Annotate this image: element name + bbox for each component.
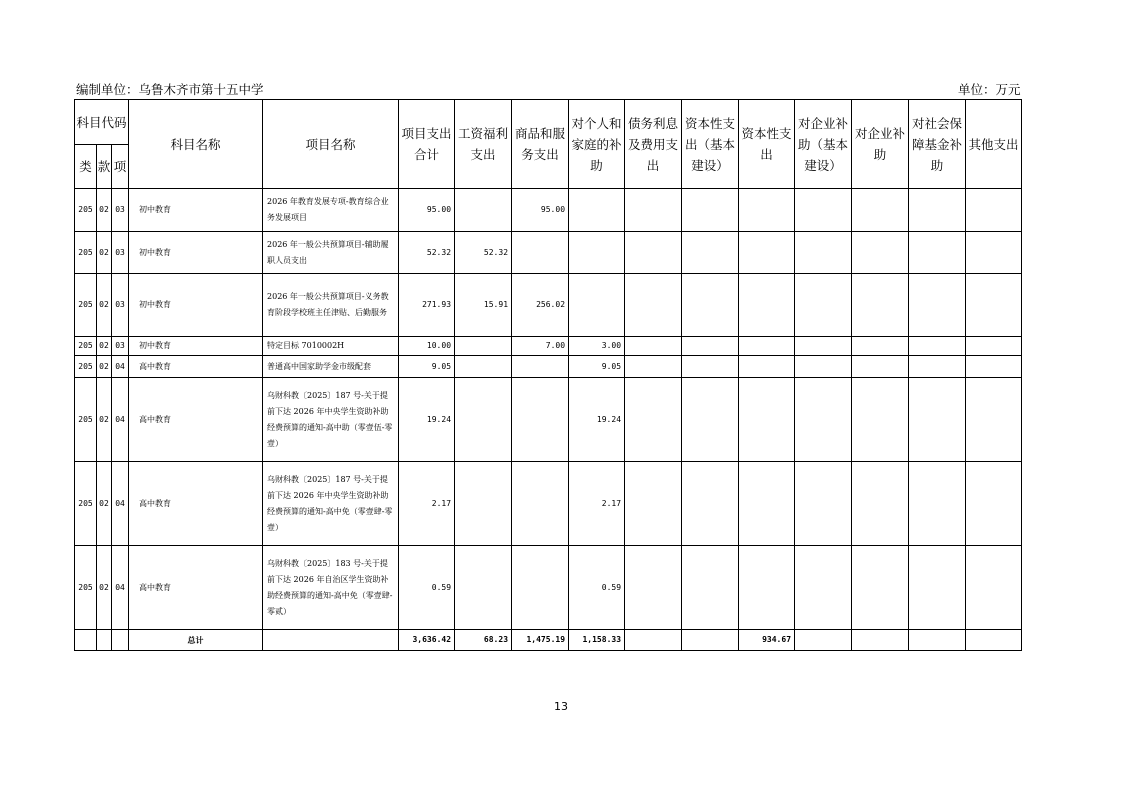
cell-goods: 95.00 (512, 189, 569, 232)
cell-other (966, 274, 1022, 337)
cell-lei: 205 (75, 546, 97, 630)
table-row (75, 189, 1022, 232)
debt-header: 债务利息及费用支出 (625, 100, 682, 189)
cell-other (966, 546, 1022, 630)
cell-project: 2026 年一般公共预算项目-义务教育阶段学校班主任津贴、后勤服务 (263, 274, 399, 337)
cell-subject: 高中教育 (129, 546, 263, 630)
cell-social (909, 189, 966, 232)
code-lei-header: 类 (75, 145, 97, 189)
cell-enterprise (852, 546, 909, 630)
cell-enterprise (852, 337, 909, 356)
total-header: 项目支出合计 (399, 100, 455, 189)
total-salary: 68.23 (455, 630, 512, 651)
table-row (75, 378, 1022, 462)
cell-debt (625, 189, 682, 232)
cell-other (966, 462, 1022, 546)
cell-subject: 高中教育 (129, 378, 263, 462)
project-name-header: 项目名称 (263, 100, 399, 189)
cell-salary: 15.91 (455, 274, 512, 337)
cell-project: 普通高中国家助学金市级配套 (263, 356, 399, 378)
cell-xiang: 03 (112, 274, 129, 337)
table-row (75, 546, 1022, 630)
cell-debt (625, 337, 682, 356)
cell-subject: 初中教育 (129, 274, 263, 337)
cell-personal (569, 232, 625, 274)
goods-header: 商品和服务支出 (512, 100, 569, 189)
cell-salary (455, 337, 512, 356)
cell-enterprise-basic (795, 189, 852, 232)
total-capital-basic (682, 630, 739, 651)
personal-header: 对个人和家庭的补助 (569, 100, 625, 189)
cell-project: 特定目标 7010002H (263, 337, 399, 356)
subject-name-header: 科目名称 (129, 100, 263, 189)
table-row (75, 337, 1022, 356)
cell-kuan: 02 (97, 462, 112, 546)
total-label: 总计 (129, 630, 263, 651)
cell-lei: 205 (75, 274, 97, 337)
cell-social (909, 462, 966, 546)
cell-enterprise-basic (795, 274, 852, 337)
code-group-header: 科目代码 (75, 100, 129, 145)
salary-header: 工资福利支出 (455, 100, 512, 189)
cell-salary (455, 546, 512, 630)
cell-capital (739, 337, 795, 356)
cell-lei: 205 (75, 337, 97, 356)
cell-xiang: 04 (112, 356, 129, 378)
total-goods: 1,475.19 (512, 630, 569, 651)
other-header: 其他支出 (966, 100, 1022, 189)
cell-goods: 7.00 (512, 337, 569, 356)
cell-other (966, 232, 1022, 274)
page-number: 13 (554, 700, 568, 713)
cell-goods (512, 546, 569, 630)
total-empty-kuan (97, 630, 112, 651)
cell-enterprise-basic (795, 356, 852, 378)
enterprise-header: 对企业补助 (852, 100, 909, 189)
cell-capital (739, 232, 795, 274)
cell-kuan: 02 (97, 189, 112, 232)
cell-personal: 19.24 (569, 378, 625, 462)
cell-personal: 9.05 (569, 356, 625, 378)
cell-kuan: 02 (97, 356, 112, 378)
cell-other (966, 356, 1022, 378)
cell-capital-basic (682, 462, 739, 546)
cell-lei: 205 (75, 232, 97, 274)
total-empty-xiang (112, 630, 129, 651)
cell-personal: 0.59 (569, 546, 625, 630)
cell-total: 52.32 (399, 232, 455, 274)
cell-xiang: 04 (112, 546, 129, 630)
total-empty-lei (75, 630, 97, 651)
cell-lei: 205 (75, 462, 97, 546)
cell-lei: 205 (75, 356, 97, 378)
cell-other (966, 337, 1022, 356)
cell-salary (455, 356, 512, 378)
cell-personal (569, 274, 625, 337)
total-empty-project (263, 630, 399, 651)
cell-xiang: 04 (112, 462, 129, 546)
total-total: 3,636.42 (399, 630, 455, 651)
total-enterprise-basic (795, 630, 852, 651)
total-personal: 1,158.33 (569, 630, 625, 651)
cell-enterprise-basic (795, 462, 852, 546)
social-header: 对社会保障基金补助 (909, 100, 966, 189)
cell-goods: 256.02 (512, 274, 569, 337)
cell-project: 2026 年一般公共预算项目-辅助履职人员支出 (263, 232, 399, 274)
cell-social (909, 546, 966, 630)
enterprise-basic-header: 对企业补助（基本建设） (795, 100, 852, 189)
cell-project: 2026 年教育发展专项-教育综合业务发展项目 (263, 189, 399, 232)
total-debt (625, 630, 682, 651)
capital-basic-header: 资本性支出（基本建设） (682, 100, 739, 189)
cell-debt (625, 378, 682, 462)
cell-project: 乌财科教〔2025〕187 号-关于提前下达 2026 年中央学生资助补助经费预算的通知-高中助（零壹伍-零壹） (263, 378, 399, 462)
cell-total: 271.93 (399, 274, 455, 337)
cell-other (966, 189, 1022, 232)
cell-debt (625, 274, 682, 337)
cell-social (909, 337, 966, 356)
cell-project: 乌财科教〔2025〕187 号-关于提前下达 2026 年中央学生资助补助经费预算的通知-高中免（零壹肆-零壹） (263, 462, 399, 546)
cell-capital-basic (682, 274, 739, 337)
cell-social (909, 274, 966, 337)
cell-salary (455, 189, 512, 232)
cell-total: 2.17 (399, 462, 455, 546)
cell-enterprise (852, 462, 909, 546)
cell-total: 0.59 (399, 546, 455, 630)
cell-goods (512, 378, 569, 462)
table-row (75, 232, 1022, 274)
code-xiang-header: 项 (112, 145, 129, 189)
cell-social (909, 356, 966, 378)
table-row (75, 274, 1022, 337)
cell-social (909, 232, 966, 274)
cell-goods (512, 462, 569, 546)
cell-enterprise (852, 274, 909, 337)
cell-capital (739, 274, 795, 337)
cell-xiang: 03 (112, 232, 129, 274)
cell-xiang: 03 (112, 189, 129, 232)
cell-enterprise (852, 378, 909, 462)
cell-capital-basic (682, 356, 739, 378)
cell-total: 95.00 (399, 189, 455, 232)
cell-enterprise-basic (795, 378, 852, 462)
unit-label: 单位：万元 (958, 82, 1021, 97)
total-enterprise (852, 630, 909, 651)
total-row (75, 630, 1022, 651)
capital-header: 资本性支出 (739, 100, 795, 189)
cell-other (966, 378, 1022, 462)
cell-capital (739, 546, 795, 630)
cell-total: 19.24 (399, 378, 455, 462)
cell-total: 9.05 (399, 356, 455, 378)
table-row (75, 356, 1022, 378)
cell-salary (455, 378, 512, 462)
cell-xiang: 03 (112, 337, 129, 356)
cell-subject: 高中教育 (129, 356, 263, 378)
cell-salary (455, 462, 512, 546)
cell-social (909, 378, 966, 462)
cell-kuan: 02 (97, 546, 112, 630)
cell-total: 10.00 (399, 337, 455, 356)
cell-capital (739, 189, 795, 232)
cell-goods (512, 232, 569, 274)
cell-project: 乌财科教〔2025〕183 号-关于提前下达 2026 年自治区学生资助补助经费预算的通知-高中免（零壹肆-零贰） (263, 546, 399, 630)
cell-capital (739, 378, 795, 462)
table-row (75, 462, 1022, 546)
org-label: 编制单位：乌鲁木齐市第十五中学 (76, 82, 264, 97)
cell-capital (739, 356, 795, 378)
cell-salary: 52.32 (455, 232, 512, 274)
cell-capital-basic (682, 337, 739, 356)
cell-capital-basic (682, 232, 739, 274)
cell-kuan: 02 (97, 337, 112, 356)
cell-goods (512, 356, 569, 378)
cell-enterprise-basic (795, 337, 852, 356)
cell-enterprise-basic (795, 232, 852, 274)
cell-enterprise (852, 189, 909, 232)
cell-enterprise-basic (795, 546, 852, 630)
cell-enterprise (852, 232, 909, 274)
total-social (909, 630, 966, 651)
cell-subject: 初中教育 (129, 337, 263, 356)
cell-lei: 205 (75, 189, 97, 232)
cell-debt (625, 356, 682, 378)
cell-subject: 初中教育 (129, 189, 263, 232)
budget-table (74, 99, 1022, 651)
cell-enterprise (852, 356, 909, 378)
cell-debt (625, 546, 682, 630)
cell-capital-basic (682, 189, 739, 232)
total-other (966, 630, 1022, 651)
cell-capital-basic (682, 378, 739, 462)
cell-capital-basic (682, 546, 739, 630)
cell-personal: 3.00 (569, 337, 625, 356)
cell-personal (569, 189, 625, 232)
cell-personal: 2.17 (569, 462, 625, 546)
cell-kuan: 02 (97, 274, 112, 337)
cell-lei: 205 (75, 378, 97, 462)
total-capital: 934.67 (739, 630, 795, 651)
code-kuan-header: 款 (97, 145, 112, 189)
cell-capital (739, 462, 795, 546)
cell-subject: 初中教育 (129, 232, 263, 274)
cell-debt (625, 232, 682, 274)
cell-subject: 高中教育 (129, 462, 263, 546)
cell-kuan: 02 (97, 378, 112, 462)
cell-xiang: 04 (112, 378, 129, 462)
cell-kuan: 02 (97, 232, 112, 274)
cell-debt (625, 462, 682, 546)
